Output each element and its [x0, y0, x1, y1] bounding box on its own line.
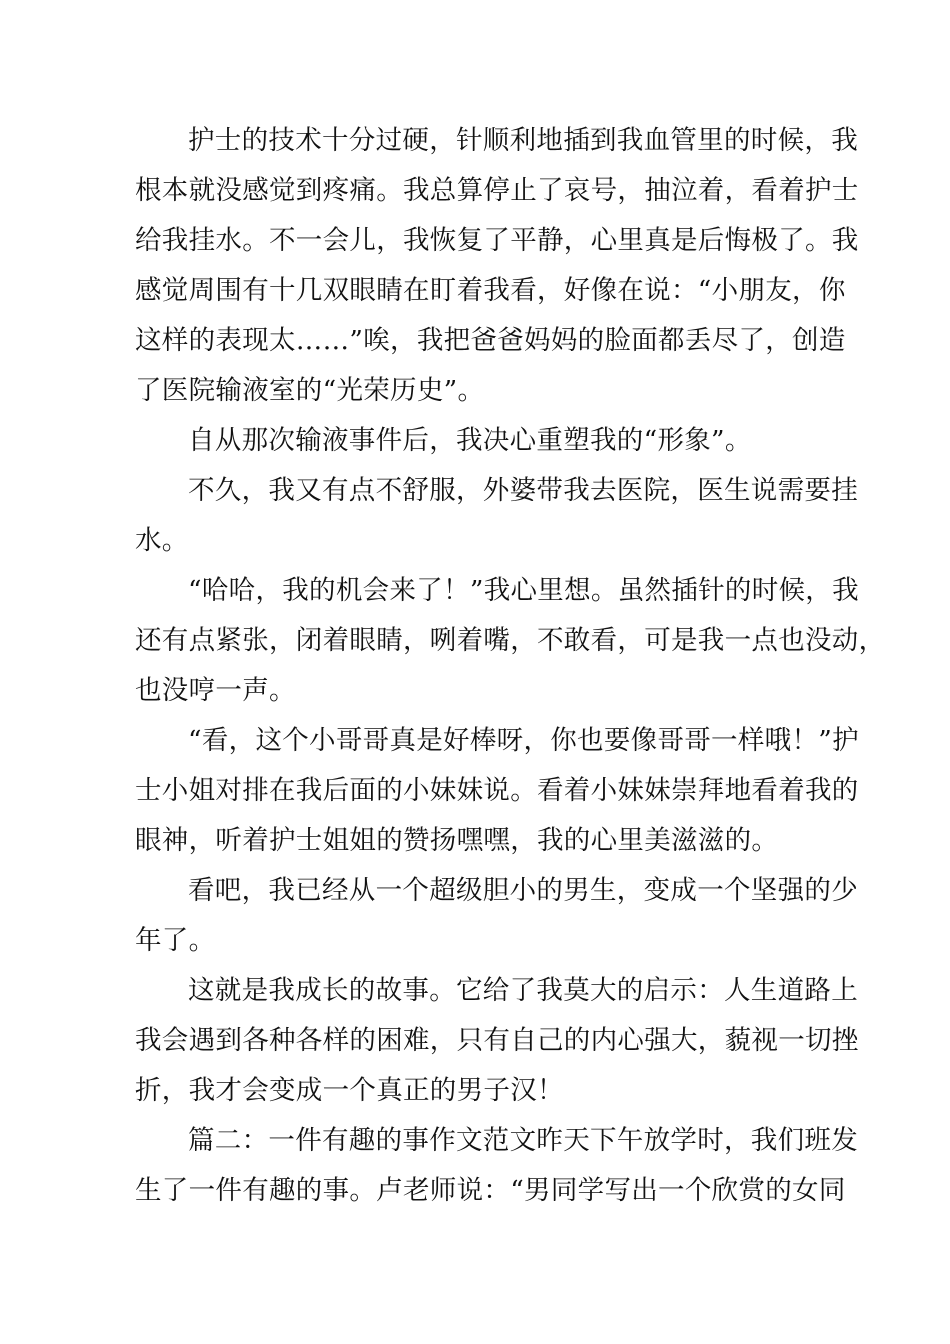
text-line: 士小姐对排在我后面的小妹妹说。看着小妹妹崇拜地看着我的	[135, 775, 859, 806]
text-line: 根本就没感觉到疼痛。我总算停止了哀号，抽泣着，看着护士	[135, 175, 859, 206]
text-line: 看吧，我已经从一个超级胆小的男生，变成一个坚强的少	[188, 875, 858, 906]
text-line: 不久，我又有点不舒服，外婆带我去医院，医生说需要挂	[188, 475, 858, 506]
text-line: 年了。	[135, 925, 216, 956]
text-line: 还有点紧张，闭着眼睛，咧着嘴，不敢看，可是我一点也没动，	[135, 625, 886, 656]
text-line: “看，这个小哥哥真是好棒呀，你也要像哥哥一样哦！”护	[188, 725, 859, 756]
document-body	[135, 116, 886, 1216]
paragraph	[135, 566, 886, 716]
text-line: “哈哈，我的机会来了！”我心里想。虽然插针的时候，我	[188, 575, 859, 606]
paragraph	[135, 116, 859, 416]
text-line: 我会遇到各种各样的困难，只有自己的内心强大，藐视一切挫	[135, 1025, 859, 1056]
text-line: 折，我才会变成一个真正的男子汉！	[135, 1075, 564, 1106]
text-line: 生了一件有趣的事。卢老师说：“男同学写出一个欣赏的女同	[135, 1175, 846, 1206]
text-line: 了医院输液室的“光荣历史”。	[135, 375, 485, 406]
text-line: 自从那次输液事件后，我决心重塑我的“形象”。	[188, 425, 752, 456]
text-line: 也没哼一声。	[135, 675, 296, 706]
paragraph	[135, 466, 858, 566]
paragraph	[135, 866, 858, 966]
text-line: 这样的表现太……”唉，我把爸爸妈妈的脸面都丢尽了，创造	[135, 325, 846, 356]
paragraph	[135, 716, 859, 866]
text-line: 眼神，听着护士姐姐的赞扬嘿嘿，我的心里美滋滋的。	[135, 825, 779, 856]
text-line: 篇二：一件有趣的事作文范文昨天下午放学时，我们班发	[188, 1125, 858, 1156]
text-line: 水。	[135, 525, 189, 556]
text-line: 护士的技术十分过硬，针顺利地插到我血管里的时候，我	[188, 125, 858, 156]
paragraph	[135, 966, 859, 1116]
paragraph	[135, 1116, 858, 1216]
text-line: 给我挂水。不一会儿，我恢复了平静，心里真是后悔极了。我	[135, 225, 859, 256]
text-line: 感觉周围有十几双眼睛在盯着我看，好像在说：“小朋友，你	[135, 275, 846, 306]
paragraph	[135, 416, 835, 466]
text-line: 这就是我成长的故事。它给了我莫大的启示：人生道路上	[188, 975, 858, 1006]
